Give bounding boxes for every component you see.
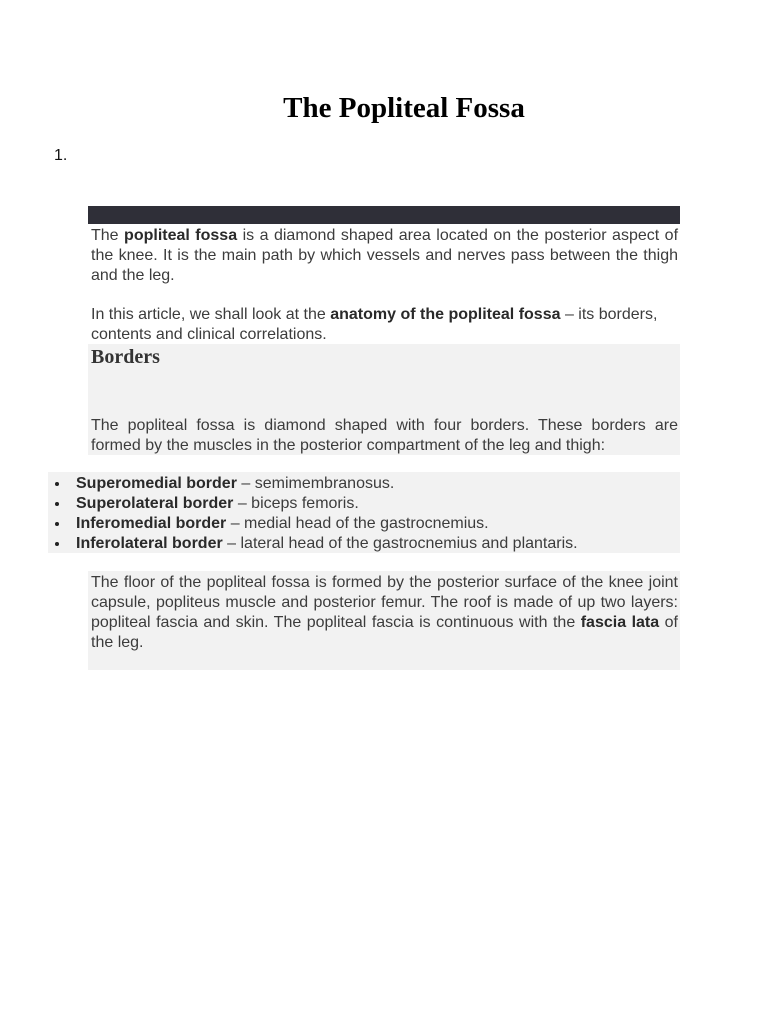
- page-title: The Popliteal Fossa: [283, 92, 525, 124]
- intro-p2-text-end: – its borders, contents and clinical correlations.: [91, 306, 658, 343]
- border-term: Inferomedial border: [76, 515, 227, 532]
- list-item: [52, 514, 680, 534]
- list-number: 1.: [54, 147, 68, 164]
- intro-p1-text-end: is a diamond shaped area located on the posterior aspect of the knee. It is the main path by which vessels and nerves pass between the thigh and the leg.: [91, 227, 679, 284]
- border-term: Superolateral border: [76, 495, 234, 512]
- intro-p1-bold: popliteal fossa: [124, 227, 238, 244]
- intro-paragraph-2: [91, 305, 678, 345]
- intro-p1-text: The: [91, 227, 125, 244]
- intro-p2-text: In this article, we shall look at the: [91, 306, 331, 323]
- border-desc: – semimembranosus.: [236, 475, 395, 492]
- list-item: [52, 474, 680, 494]
- borders-description: The popliteal fossa is diamond shaped with four borders. These borders are formed by the muscles in the posterior compartment of the leg and thigh:: [91, 417, 678, 454]
- bullet-dot: [55, 542, 59, 546]
- borders-heading: Borders: [91, 346, 160, 368]
- dark-header-bar: [88, 206, 680, 224]
- border-list: [52, 474, 680, 554]
- bullet-dot: [55, 482, 59, 486]
- intro-p2-bold: anatomy of the popliteal fossa: [330, 306, 561, 323]
- list-item: [52, 534, 680, 554]
- floor-paragraph: [91, 573, 678, 653]
- border-desc: – medial head of the gastrocnemius.: [226, 515, 489, 532]
- border-desc: – lateral head of the gastrocnemius and plantaris.: [222, 535, 578, 552]
- bullet-dot: [55, 522, 59, 526]
- border-term: Inferolateral border: [76, 535, 223, 552]
- bullet-dot: [55, 502, 59, 506]
- border-desc: – biceps femoris.: [233, 495, 359, 512]
- floor-text: The floor of the popliteal fossa is formed by the posterior surface of the knee joint capsule, popliteus muscle and posterior femur. The roof is made of up two layers: popliteal fascia and skin. The popliteal fascia is continuous with the: [91, 574, 678, 631]
- border-term: Superomedial border: [76, 475, 237, 492]
- list-item: [52, 494, 680, 514]
- floor-text-end: of the leg.: [91, 614, 678, 651]
- floor-bold: fascia lata: [580, 614, 660, 631]
- intro-paragraph-1: [91, 226, 678, 286]
